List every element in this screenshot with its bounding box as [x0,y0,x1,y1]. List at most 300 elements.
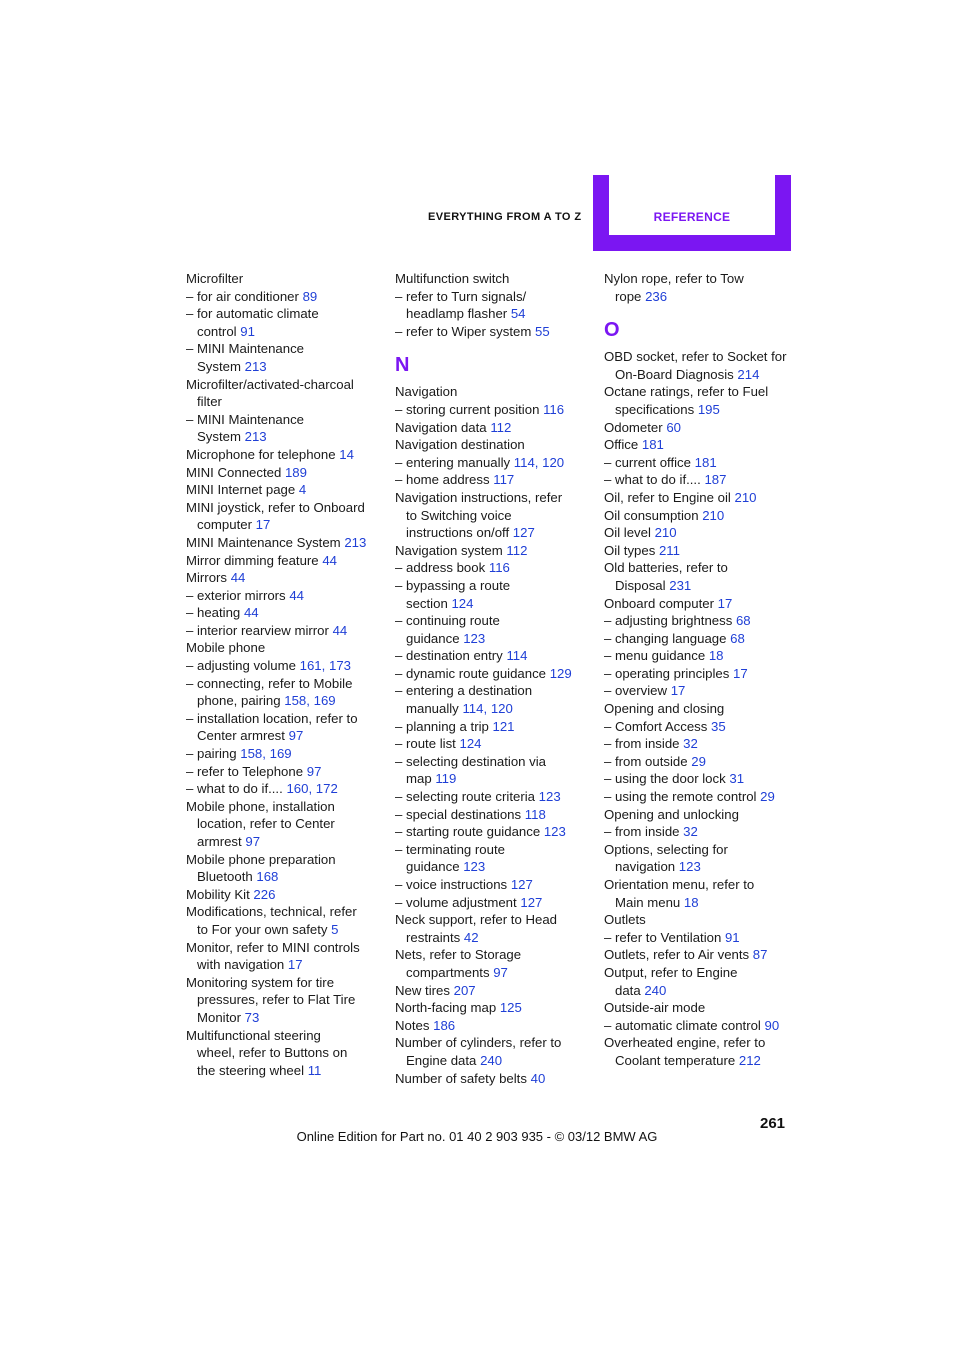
index-entry [395,577,590,595]
index-entry [186,851,381,869]
index-entry-text: Multifunction switch [395,271,510,286]
index-entry [186,516,381,534]
index-entry-text: – current office [604,454,695,470]
page-reference-link[interactable]: 213 [344,534,367,550]
index-entry-text: – volume adjustment [395,894,521,910]
index-entry [604,929,799,947]
page-reference-link[interactable]: 123 [463,859,486,875]
index-entry [186,340,381,358]
index-entry [604,401,799,419]
page-reference-link[interactable]: 44 [322,552,337,568]
index-entry-text: – starting route guidance [395,824,544,840]
index-entry-text: – what to do if.... [186,781,287,797]
index-entry-text: – for air conditioner [186,288,303,304]
page-reference-link[interactable]: 119 [435,771,457,787]
index-entry-text: – menu guidance [604,648,709,664]
page-reference-link[interactable]: 73 [244,1009,260,1025]
index-entry-text: Nets, refer to Storage [395,947,522,963]
index-entry-text: Multifunctional steering [186,1027,321,1043]
reference-tab [593,175,791,251]
index-entry-text: map [406,771,436,787]
index-entry [186,376,381,394]
index-entry-text: Modifications, technical, refer [186,904,357,920]
index-entry-text: New tires [395,982,454,998]
index-entry [604,806,799,824]
page-reference-link[interactable]: 4 [298,482,307,498]
index-entry-text: – from inside [604,736,684,752]
page-reference-link[interactable]: 124 [451,595,474,611]
index-entry-text: Notes [395,1017,434,1033]
page-reference-link[interactable]: 17 [670,683,686,699]
index-entry [604,612,799,630]
page-reference-link[interactable]: 240 [644,982,667,998]
page-reference-link[interactable]: 97 [493,964,508,980]
index-entry [395,858,590,876]
index-entry [604,436,799,454]
index-entry [395,419,590,437]
index-entry-text: Neck support, refer to Head [395,912,557,928]
page-reference-link[interactable]: 114 [513,454,535,470]
index-entry [186,411,381,429]
index-entry-text: Microfilter [186,271,244,286]
index-entry [604,454,799,472]
index-entry [186,798,381,816]
index-entry [395,964,590,982]
page-reference-link[interactable]: 112 [506,542,528,558]
index-entry-text: Monitor, refer to MINI controls [186,939,360,955]
page-reference-link[interactable]: 44 [243,605,259,621]
index-entry-text: MINI Maintenance System [186,534,345,550]
page-reference-link[interactable]: 125 [499,1000,522,1016]
index-entry-text: Main menu [615,894,684,910]
index-entry [604,559,799,577]
index-entry-text: navigation [615,859,679,875]
index-entry [186,305,381,323]
index-entry [395,999,590,1017]
index-entry [395,929,590,947]
page-reference-link[interactable]: 212 [738,1052,761,1068]
index-entry [604,288,799,306]
page-reference-link[interactable]: 18 [683,894,699,910]
index-entry [395,876,590,894]
page-reference-link[interactable]: 121 [492,718,515,734]
index-entry-text: Overheated engine, refer to [604,1035,766,1051]
index-entry [186,639,381,657]
index-entry-text: Engine data [406,1052,481,1068]
index-entry [604,700,799,718]
page-reference-link[interactable]: 213 [244,358,267,374]
index-entry-text: Monitor [197,1009,245,1025]
page-reference-link[interactable]: 207 [453,982,476,998]
page-reference-link[interactable]: 17 [287,957,303,973]
page-reference-link[interactable]: 97 [288,728,304,744]
page-reference-link[interactable]: 11 [307,1062,322,1078]
index-entry-text: North-facing map [395,1000,500,1016]
page-reference-link[interactable]: 127 [520,894,543,910]
page-reference-link[interactable]: 44 [230,570,246,586]
index-entry-text: wheel, refer to Buttons on [197,1045,348,1061]
index-entry-text: armrest [197,834,246,849]
index-entry-text: – MINI Maintenance [186,411,305,427]
index-entry [604,1052,799,1070]
index-entry [186,675,381,693]
page-reference-link[interactable]: 187 [704,472,727,488]
page-reference-link[interactable]: 173 [328,658,351,674]
page-number: 261 [760,1115,786,1132]
index-entry-text: restraints [406,929,464,945]
index-entry [395,559,590,577]
page-reference-link[interactable]: 213 [244,429,267,445]
index-entry-text: – refer to Wiper system [395,323,535,339]
page-reference-link[interactable]: 168 [256,869,279,885]
page-reference-link[interactable]: 181 [694,454,717,470]
page-reference-link[interactable]: 35 [711,718,726,734]
index-entry [395,471,590,489]
page-reference-link[interactable]: 186 [433,1017,456,1033]
index-entry-text: – address book [395,560,489,576]
index-entry-text: Opening and unlocking [604,806,739,822]
index-entry-text: Oil, refer to Engine oil [604,489,735,505]
index-entry-text: MINI Connected [186,464,285,480]
index-entry [395,647,590,665]
page-reference-link[interactable]: 29 [760,789,775,805]
page-reference-link[interactable]: 210 [702,507,725,523]
index-entry [186,358,381,376]
page-reference-link[interactable]: 195 [697,401,720,417]
page-reference-link[interactable]: 91 [240,323,255,339]
index-entry-text: Orientation menu, refer to [604,877,755,892]
index-entry-text: Mobile phone [186,640,266,656]
index-entry-text: Microphone for telephone [186,446,340,462]
index-entry [395,288,590,306]
index-entry [395,630,590,648]
index-entry [604,419,799,437]
page-reference-link[interactable]: 42 [463,929,479,945]
index-entry-text: – connecting, refer to Mobile [186,675,353,691]
index-entry-text: with navigation [197,957,288,973]
index-entry-text: compartments [406,964,494,980]
index-entry [604,788,799,806]
index-entry [186,622,381,640]
page-reference-link[interactable]: 114 [506,648,528,664]
index-entry [395,823,590,841]
page-reference-link[interactable]: 211 [658,542,680,558]
page-reference-link[interactable]: 181 [641,437,664,453]
section-header: EVERYTHING FROM A TO Z [428,211,582,223]
page-reference-link[interactable]: 129 [549,665,572,681]
page-reference-link[interactable]: 91 [724,929,740,945]
index-entry-text: Odometer [604,419,667,435]
index-entry [395,383,590,401]
index-entry-text: filter [197,394,222,410]
index-entry-text: – installation location, refer to [186,710,358,726]
index-entry-text: Disposal [615,577,670,593]
index-entry-text: Center armrest [197,728,289,744]
index-entry-text: Mirrors [186,570,231,586]
page-reference-link[interactable]: 123 [678,859,701,875]
index-entry-text: Number of cylinders, refer to [395,1035,562,1051]
index-entry [604,471,799,489]
page-reference-link[interactable]: 160 [286,781,309,797]
index-entry [186,288,381,306]
page-reference-link[interactable]: 68 [735,613,751,629]
index-entry-text: – entering manually [395,454,514,470]
index-entry-text: – adjusting brightness [604,613,736,629]
index-entry [395,806,590,824]
index-entry [186,710,381,728]
index-entry [395,323,590,341]
page-reference-link[interactable]: 97 [306,763,322,779]
index-entry-text: – MINI Maintenance [186,341,305,357]
page-reference-link[interactable]: 40 [530,1070,546,1086]
page-reference-link[interactable]: 169 [269,746,292,762]
index-entry [186,393,381,411]
index-entry-text: location, refer to Center [197,816,335,832]
index-entry: – entering manually 114, 120 [395,454,565,470]
page-reference-link[interactable]: 231 [669,577,692,593]
index-entry [186,464,381,482]
page-reference-link[interactable]: 169 [313,693,336,709]
index-entry-text: – heating [186,605,244,621]
index-entry [604,753,799,771]
index-entry [395,1034,590,1052]
index-entry: phone, pairing 158, 169 [197,693,336,709]
index-entry [186,604,381,622]
page-reference-link[interactable]: 44 [289,587,304,603]
page-reference-link[interactable]: 189 [284,464,307,480]
index-entry [395,946,590,964]
index-entry-text: Navigation system [395,542,507,558]
index-entry-text: – entering a destination [395,683,533,699]
index-entry-text: Nylon rope, refer to Tow [604,271,744,286]
index-entry [395,1052,590,1070]
index-entry-text: – exterior mirrors [186,587,290,603]
page-reference-link[interactable]: 158 [284,693,307,709]
index-entry-text: – voice instructions [395,877,511,892]
index-entry-text: section [406,595,452,611]
page-reference-link[interactable]: 18 [708,648,724,664]
page-reference-link[interactable]: 17 [255,517,271,533]
page-reference-link[interactable]: 161 [299,658,322,674]
index-entry [395,595,590,613]
index-entry [604,647,799,665]
index-entry-text: – adjusting volume [186,658,300,674]
page-reference-link[interactable]: 60 [666,419,681,435]
index-entry [395,894,590,912]
index-entry-text: – continuing route [395,613,500,629]
index-entry-text: Mobile phone, installation [186,798,335,814]
page-reference-link[interactable]: 5 [331,921,339,937]
page-reference-link[interactable]: 226 [253,886,276,902]
index-entry [395,489,590,507]
index-entry: – what to do if.... 160, 172 [186,781,338,797]
index-entry-text: – automatic climate control [604,1017,765,1033]
index-entry [604,366,799,384]
index-entry [604,823,799,841]
page-reference-link[interactable]: 55 [534,323,550,339]
index-entry [604,507,799,525]
index-entry [395,542,590,560]
index-entry [186,1062,381,1080]
page-reference-link[interactable]: 124 [459,736,482,752]
page-reference-link[interactable]: 68 [730,630,745,646]
index-entry [395,1017,590,1035]
index-entry-text: instructions on/off [406,525,513,541]
index-entry-text: Output, refer to Engine [604,964,738,980]
page-reference-link[interactable]: 32 [683,824,698,840]
index-entry-text: – operating principles [604,665,734,681]
index-entry-text: Opening and closing [604,701,725,717]
page-reference-link[interactable]: 32 [683,736,698,752]
index-entry [395,682,590,700]
index-entry-text: – refer to Telephone [186,763,307,779]
page-reference-link[interactable]: 158 [240,746,263,762]
index-entry [186,833,381,851]
index-entry [604,876,799,894]
index-entry-text: guidance [406,859,464,875]
index-entry-text: Navigation instructions, refer [395,489,563,505]
index-entry-text: – for automatic climate [186,306,319,322]
index-entry: – adjusting volume 161, 173 [186,658,351,674]
index-entry [604,682,799,700]
index-entry [395,305,590,323]
index-entry-text: – home address [395,472,494,488]
index-entry-text: – overview [604,683,671,699]
index-entry [604,524,799,542]
page-reference-link[interactable]: 112 [490,419,512,435]
page-reference-link[interactable]: 120 [542,454,565,470]
page-reference-link[interactable]: 89 [302,288,318,304]
index-entry [186,1027,381,1045]
page-reference-link[interactable]: 118 [524,806,546,822]
page-reference-link[interactable]: 29 [691,753,706,769]
page-reference-link[interactable]: 116 [543,401,565,417]
page-reference-link[interactable]: 90 [764,1017,780,1033]
index-entry [395,770,590,788]
index-entry [395,841,590,859]
index-entry-text: MINI Internet page [186,482,299,498]
page-reference-link[interactable]: 123 [543,824,566,840]
index-entry-text: guidance [406,630,464,646]
index-entry [604,270,799,288]
index-letter-heading: N [395,354,410,377]
index-entry-text: – changing language [604,630,731,646]
index-entry-text: Office [604,437,642,453]
index-entry-text: – using the remote control [604,789,761,805]
index-entry [395,436,590,454]
index-entry-text: System [197,358,245,374]
page-reference-link[interactable]: 17 [717,595,733,611]
index-entry-text: – pairing [186,746,241,762]
index-entry [604,577,799,595]
footer-edition: Online Edition for Part no. 01 40 2 903 935 - © 03/12 BMW AG [296,1129,658,1144]
index-entry-text: – from outside [604,753,692,769]
index-entry-text: – from inside [604,824,684,840]
index-entry [604,964,799,982]
index-entry [186,428,381,446]
index-entry-text: Outside-air mode [604,1000,706,1016]
index-entry-text: Oil level [604,525,655,541]
index-entry [395,665,590,683]
index-entry [604,911,799,929]
page-reference-link[interactable]: 31 [729,771,745,787]
page-reference-link[interactable]: 172 [315,781,338,797]
index-entry [395,718,590,736]
index-entry-text: – route list [395,736,460,752]
index-entry-text: – dynamic route guidance [395,665,550,681]
page-reference-link[interactable]: 117 [493,472,515,488]
index-entry-text: – using the door lock [604,771,730,787]
index-entry [395,612,590,630]
page-reference-link[interactable]: 54 [510,306,526,322]
index-entry-text: Mobility Kit [186,886,254,902]
index-entry-text: Outlets, refer to Air vents [604,947,753,963]
index-entry [604,718,799,736]
page-reference-link[interactable]: 210 [734,489,757,505]
index-column-1 [186,270,381,1079]
index-entry-text: – interior rearview mirror [186,622,333,638]
index-entry-text: computer [197,517,256,533]
index-entry [186,815,381,833]
page-reference-link[interactable]: 114 [462,701,484,717]
index-entry [604,1017,799,1035]
index-entry [604,348,799,366]
index-entry [186,1044,381,1062]
index-entry-text: Old batteries, refer to [604,560,728,576]
index-entry [604,858,799,876]
index-entry [604,894,799,912]
index-entry [395,270,590,288]
index-entry-text: System [197,429,245,445]
index-entry [186,991,381,1009]
index-entry-text: MINI joystick, refer to Onboard [186,499,365,515]
page-reference-link[interactable]: 17 [733,665,748,681]
index-entry [604,595,799,613]
index-entry-text: – selecting route criteria [395,789,539,805]
index-entry [604,665,799,683]
page-reference-link[interactable]: 97 [245,834,261,849]
page-reference-link[interactable]: 127 [510,877,533,892]
index-entry-text: Coolant temperature [615,1052,739,1068]
index-entry [186,1009,381,1027]
page-reference-link[interactable]: 214 [737,366,760,382]
page-reference-link[interactable]: 44 [332,622,348,638]
page-reference-link[interactable]: 127 [512,525,535,541]
index-entry-text: – refer to Ventilation [604,929,725,945]
index-entry-text: to Switching voice [406,507,512,523]
page-reference-link[interactable]: 14 [339,446,354,462]
page-reference-link[interactable]: 123 [463,630,486,646]
page-reference-link[interactable]: 87 [752,947,768,963]
index-entry [186,323,381,341]
index-entry-text: data [615,982,645,998]
index-entry-text: – storing current position [395,401,544,417]
page-reference-link[interactable]: 210 [654,525,677,541]
index-entry-text: headlamp flasher [406,306,511,322]
index-entry-text: the steering wheel [197,1062,308,1078]
page-reference-link[interactable]: 120 [490,701,513,717]
index-entry-text: – bypassing a route [395,577,511,593]
page-reference-link[interactable]: 236 [645,288,668,304]
index-entry-text: Bluetooth [197,869,257,885]
page-reference-link[interactable]: 116 [488,560,510,576]
index-entry-text: OBD socket, refer to Socket for [604,349,787,365]
page-reference-link[interactable]: 240 [480,1052,503,1068]
page-reference-link[interactable]: 123 [538,789,561,805]
index-entry-text: – refer to Turn signals/ [395,288,527,304]
index-entry [395,524,590,542]
index-column-3 [604,270,799,1070]
